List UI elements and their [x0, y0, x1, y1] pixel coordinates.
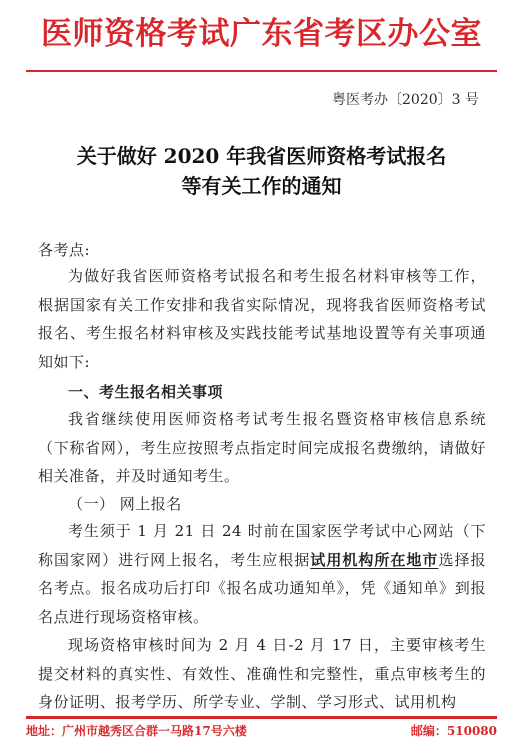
document-title-line-1: 关于做好 2020 年我省医师资格考试报名 — [76, 144, 447, 168]
issuer-header: 医师资格考试广东省考区办公室 — [41, 16, 482, 52]
paragraph3-text-before: 考生须于 1 月 21 日 24 时前在国家医学考试中心网站（下称国家网）进行网上报名，考生应根据 — [38, 522, 486, 569]
intro-paragraph: 为做好我省医师资格考试报名和考生报名材料审核等工作，根据国家有关工作安排和我省实际情况，现将我省医师资格考试报名、考生报名材料审核及实践技能考试基地设置等有关事项通知如下: — [38, 267, 486, 371]
section-heading-1: 一、考生报名相关事项 — [68, 383, 224, 401]
footer-red-rule — [26, 716, 497, 719]
section1-paragraph: 我省继续使用医师资格考试考生报名暨资格审核信息系统（下称省网），考生应按照考点指定时间完成报名费缴纳，请做好相关准备，并及时通知考生。 — [38, 410, 486, 485]
footer-address: 地址：广州市越秀区合群一马路17号六楼 — [26, 724, 247, 738]
footer-postcode: 邮编：510080 — [410, 724, 497, 738]
document-title-line-2: 等有关工作的通知 — [181, 174, 342, 198]
paragraph3-text-after: 选择报名考点。报名成功后打印《报名成功通知单》，凭《通知单》到报名点进行现场资格审核。 — [38, 550, 486, 626]
document-number: 粤医考办〔2020〕3 号 — [332, 92, 479, 108]
salutation: 各考点: — [38, 241, 91, 259]
onsite-review-paragraph: 现场资格审核时间为 2 月 4 日-2 月 17 日，主要审核考生提交材料的真实性、有效性、准确性和完整性，重点审核考生的身份证明、报考学历、所学专业、学制、学习形式、试用机构 — [38, 636, 486, 711]
header-red-rule — [26, 70, 497, 72]
subsection-heading-1: （一） 网上报名 — [68, 495, 182, 513]
online-registration-paragraph — [38, 517, 486, 631]
paragraph3-emphasis: 试用机构所在地市 — [310, 550, 439, 569]
